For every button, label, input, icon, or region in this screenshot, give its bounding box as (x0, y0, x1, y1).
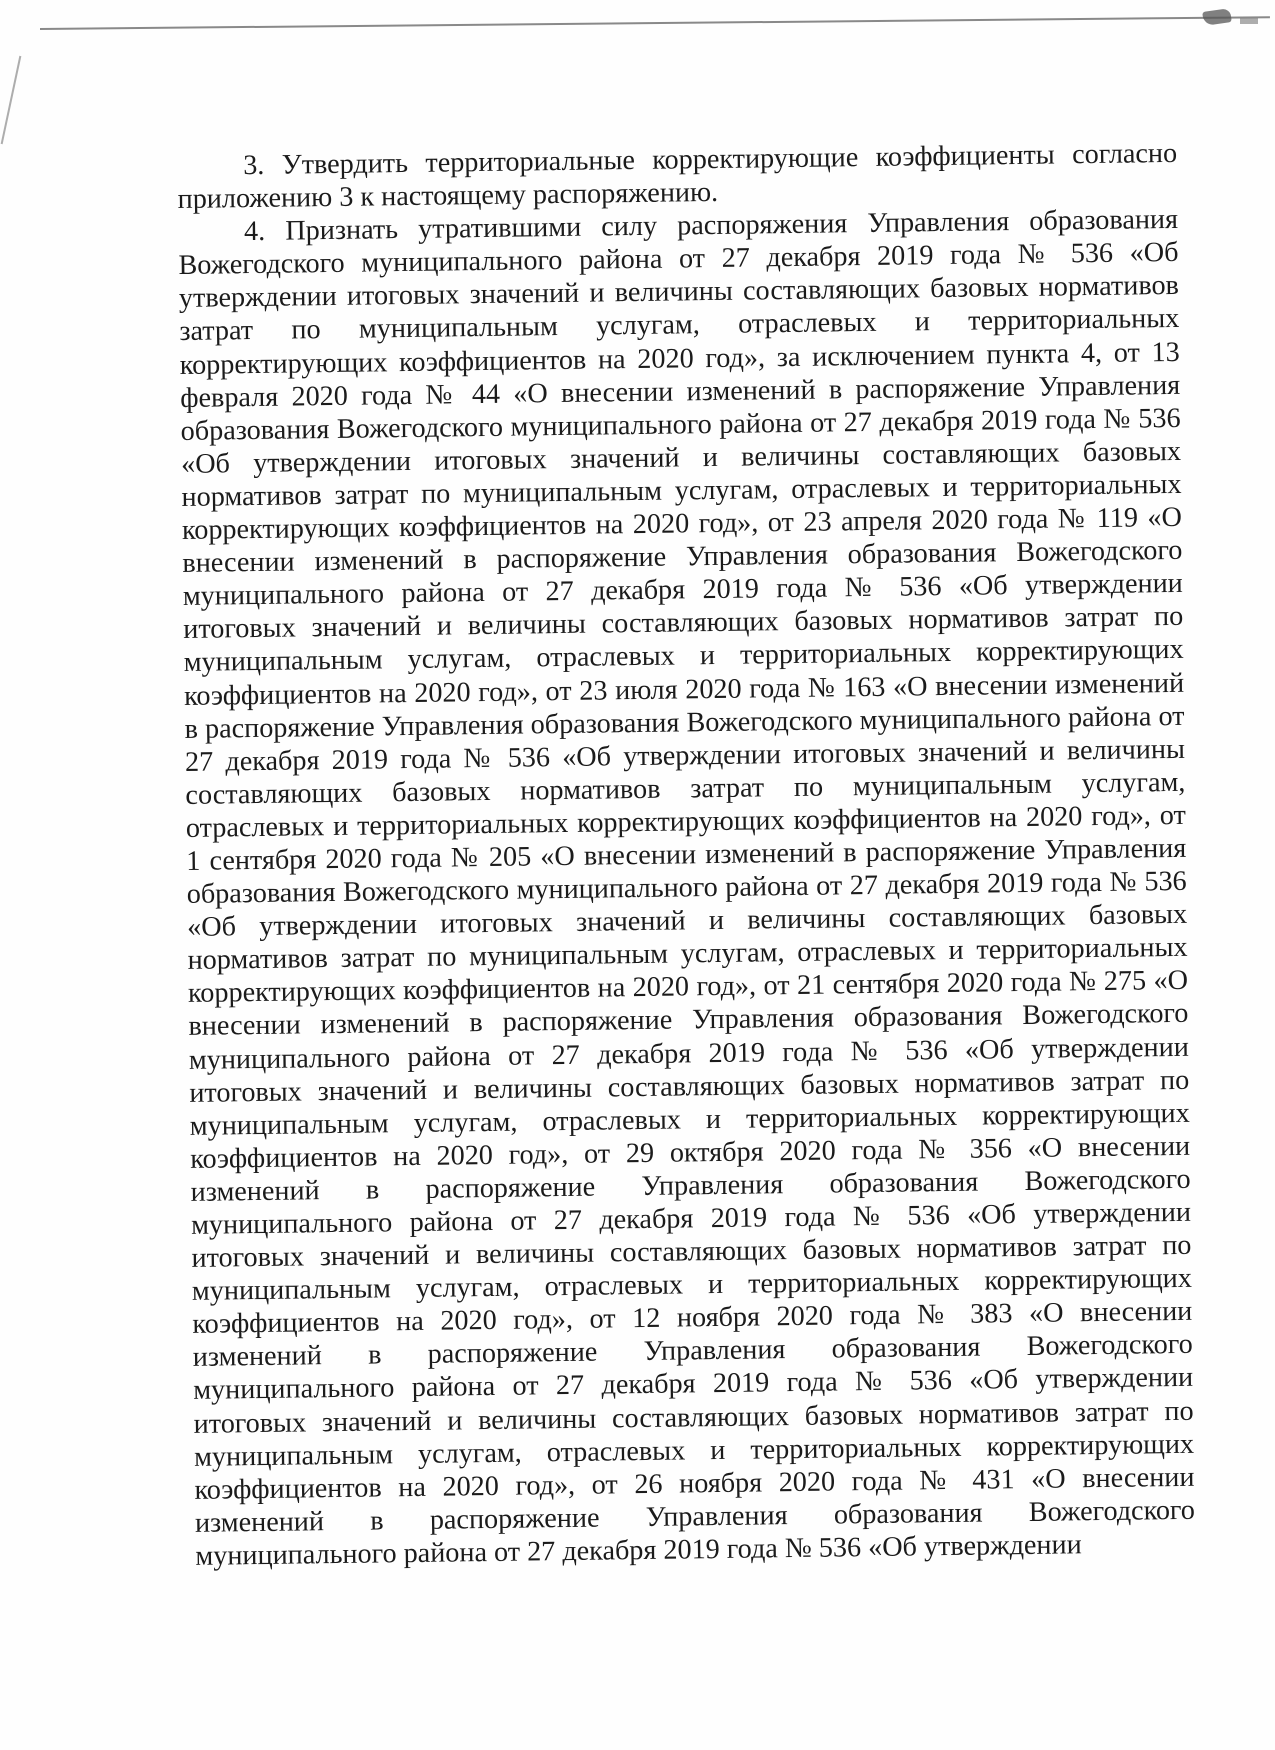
scan-edge-line (40, 16, 1270, 30)
scan-margin-mark (1, 56, 22, 144)
staple-mark (1202, 8, 1232, 26)
staple-mark-tail (1240, 18, 1258, 24)
paragraph-item-3: 3. Утвердить территориальные корректирующие коэффициенты согласно приложению 3 к настоящему распоряжению. (177, 137, 1178, 216)
document-body (177, 137, 1196, 1573)
paragraph-item-4: 4. Признать утратившими силу распоряжения Управления образования Вожегодского муниципального района от 27 декабря 2019 года № 536 «Об утверждении итоговых значений и величины составляющих базовых нормативов затрат по муниципальным услугам, отраслевых и территориальных корректирующих коэффициентов на 2020 год», за исключением пункта 4, от 13 февраля 2020 года № 44 «О внесении изменений в распоряжение Управления образования Вожегодского муниципального района от 27 декабря 2019 года № 536 «Об утверждении итоговых значений и величины составляющих базовых нормативов затрат по муниципальным услугам, отраслевых и территориальных корректирующих коэффициентов на 2020 год», от 23 апреля 2020 года № 119 «О внесении изменений в распоряжение Управления образования Вожегодского муниципального района от 27 декабря 2019 года № 536 «Об утверждении итоговых значений и величины составляющих базовых нормативов затрат по муниципальным услугам, отраслевых и территориальных корректирующих коэффициентов на 2020 год», от 23 июля 2020 года № 163 «О внесении изменений в распоряжение Управления образования Вожегодского муниципального района от 27 декабря 2019 года № 536 «Об утверждении итоговых значений и величины составляющих базовых нормативов затрат по муниципальным услугам, отраслевых и территориальных корректирующих коэффициентов на 2020 год», от 1 сентября 2020 года № 205 «О внесении изменений в распоряжение Управления образования Вожегодского муниципального района от 27 декабря 2019 года № 536 «Об утверждении итоговых значений и величины составляющих базовых нормативов затрат по муниципальным услугам, отраслевых и территориальных корректирующих коэффициентов на 2020 год», от 21 сентября 2020 года № 275 «О внесении изменений в распоряжение Управления образования Вожегодского муниципального района от 27 декабря 2019 года № 536 «Об утверждении итоговых значений и величины составляющих базовых нормативов затрат по муниципальным услугам, отраслевых и территориальных корректирующих коэффициентов на 2020 год», от 29 октября 2020 года № 356 «О внесении изменений в распоряжение Управления образования Вожегодского муниципального района от 27 декабря 2019 года № 536 «Об утверждении итоговых значений и величины составляющих базовых нормативов затрат по муниципальным услугам, отраслевых и территориальных корректирующих коэффициентов на 2020 год», от 12 ноября 2020 года № 383 «О внесении изменений в распоряжение Управления образования Вожегодского муниципального района от 27 декабря 2019 года № 536 «Об утверждении итоговых значений и величины составляющих базовых нормативов затрат по муниципальным услугам, отраслевых и территориальных корректирующих коэффициентов на 2020 год», от 26 ноября 2020 года № 431 «О внесении изменений в распоряжение Управления образования Вожегодского муниципального района от 27 декабря 2019 года № 536 «Об утверждении (178, 204, 1196, 1572)
